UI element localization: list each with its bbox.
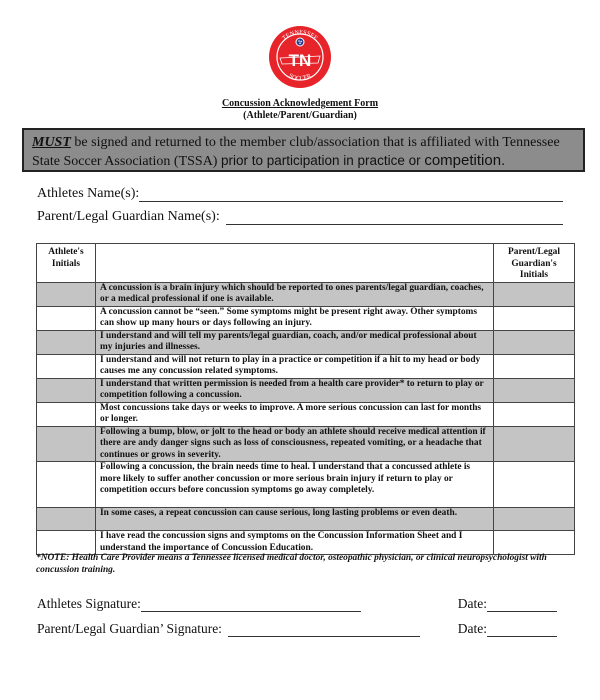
form-title: Concussion Acknowledgement Form	[221, 98, 379, 109]
table-row	[37, 426, 575, 462]
statement-cell: A concussion is a brain injury which should be reported to ones parents/legal guardian, coaches, or a medical professional if one is available.	[96, 282, 494, 306]
guardian-initials-cell[interactable]	[494, 402, 575, 426]
athletes-name-label: Athletes Name(s):	[37, 186, 140, 201]
guardian-initials-cell[interactable]	[494, 531, 575, 555]
athlete-initials-cell[interactable]	[37, 306, 96, 330]
svg-text:TENNESSEE: TENNESSEE	[281, 28, 319, 42]
guardian-name-input[interactable]	[226, 211, 563, 225]
statement-cell: I understand and will tell my parents/legal guardian, coach, and/or medical professional about my injuries and illnesses.	[96, 330, 494, 354]
notice-text: be signed and returned to the member club/association that is affiliated with Tennessee State Soccer Association (TSSA)	[32, 135, 560, 169]
table-row	[37, 508, 575, 531]
athlete-initials-cell[interactable]	[37, 282, 96, 306]
guardian-date-input[interactable]	[487, 623, 557, 637]
athlete-date-label: Date:	[457, 596, 487, 611]
form-title-block	[0, 98, 600, 122]
athlete-signature-row	[37, 596, 557, 612]
athlete-initials-cell[interactable]	[37, 462, 96, 508]
notice-text-sans: prior to participation in practice or	[220, 153, 425, 168]
table-row	[37, 402, 575, 426]
athlete-initials-cell[interactable]	[37, 531, 96, 555]
statement-cell: Following a concussion, the brain needs time to heal. I understand that a concussed athlete is more likely to suffer another concussion or more serious brain injury if return to play or competition occurs before concussion symptoms go away completely.	[96, 462, 494, 508]
athlete-initials-cell[interactable]	[37, 354, 96, 378]
guardian-initials-cell[interactable]	[494, 354, 575, 378]
header-statement	[96, 244, 494, 283]
header-guardian-initials: Parent/Legal Guardian's Initials	[494, 244, 575, 283]
athlete-signature-input[interactable]	[141, 598, 361, 612]
athlete-signature-label: Athletes Signature:	[37, 596, 141, 611]
table-row	[37, 330, 575, 354]
notice-emphasis: MUST	[32, 135, 71, 150]
health-care-provider-note: *NOTE: Health Care Provider means a Tennessee licensed medical doctor, osteopathic physician, or clinical neuropsychologist with concussion training.	[36, 553, 547, 575]
guardian-initials-cell[interactable]	[494, 330, 575, 354]
athlete-initials-cell[interactable]	[37, 330, 96, 354]
guardian-initials-cell[interactable]	[494, 282, 575, 306]
statement-cell: I understand and will not return to play in a practice or competition if a hit to my head or body causes me any concussion related symptoms.	[96, 354, 494, 378]
athlete-date-input[interactable]	[487, 598, 557, 612]
table-row	[37, 378, 575, 402]
statement-cell: I have read the concussion signs and symptoms on the Concussion Information Sheet and I understand the importance of Concussion Education.	[96, 531, 494, 555]
svg-text:TN: TN	[288, 51, 312, 70]
guardian-signature-label: Parent/Legal Guardian’ Signature:	[37, 621, 222, 636]
guardian-name-field	[37, 209, 563, 225]
tennessee-soccer-logo	[268, 25, 332, 89]
table-row	[37, 354, 575, 378]
acknowledgement-table	[36, 243, 575, 555]
guardian-initials-cell[interactable]	[494, 378, 575, 402]
statement-cell: A concussion cannot be “seen.” Some symptoms might be present right away. Other symptoms can show up many hours or days following an injury.	[96, 306, 494, 330]
statement-cell: Following a bump, blow, or jolt to the head or body an athlete should receive medical attention if there are andy danger signs such as loss of consciousness, repeated vomiting, or a headache that continues or grows in severity.	[96, 426, 494, 462]
guardian-signature-input[interactable]	[228, 623, 420, 637]
notice-text-sans-end: competition.	[424, 152, 506, 169]
athletes-name-input[interactable]	[139, 188, 563, 202]
guardian-initials-cell[interactable]	[494, 426, 575, 462]
must-sign-notice	[22, 128, 585, 172]
athlete-initials-cell[interactable]	[37, 508, 96, 531]
table-row	[37, 462, 575, 508]
athlete-initials-cell[interactable]	[37, 426, 96, 462]
header-athlete-initials: Athlete's Initials	[37, 244, 96, 283]
statement-cell: I understand that written permission is needed from a health care provider* to return to play or competition following a concussion.	[96, 378, 494, 402]
table-row	[37, 531, 575, 555]
guardian-name-label: Parent/Legal Guardian Name(s):	[37, 209, 220, 224]
form-subtitle: (Athlete/Parent/Guardian)	[243, 110, 357, 121]
svg-text:SOCCER: SOCCER	[287, 72, 313, 83]
statement-cell: Most concussions take days or weeks to improve. A more serious concussion can last for months or longer.	[96, 402, 494, 426]
athlete-initials-cell[interactable]	[37, 378, 96, 402]
athletes-name-field	[37, 186, 563, 202]
table-row	[37, 306, 575, 330]
table-row	[37, 282, 575, 306]
guardian-date-label: Date:	[457, 621, 487, 636]
statement-cell: In some cases, a repeat concussion can cause serious, long lasting problems or even death.	[96, 508, 494, 531]
logo-emblem-icon	[268, 25, 332, 89]
guardian-initials-cell[interactable]	[494, 306, 575, 330]
guardian-signature-row	[37, 621, 557, 637]
table-header-row	[37, 244, 575, 283]
guardian-initials-cell[interactable]	[494, 462, 575, 508]
guardian-initials-cell[interactable]	[494, 508, 575, 531]
athlete-initials-cell[interactable]	[37, 402, 96, 426]
